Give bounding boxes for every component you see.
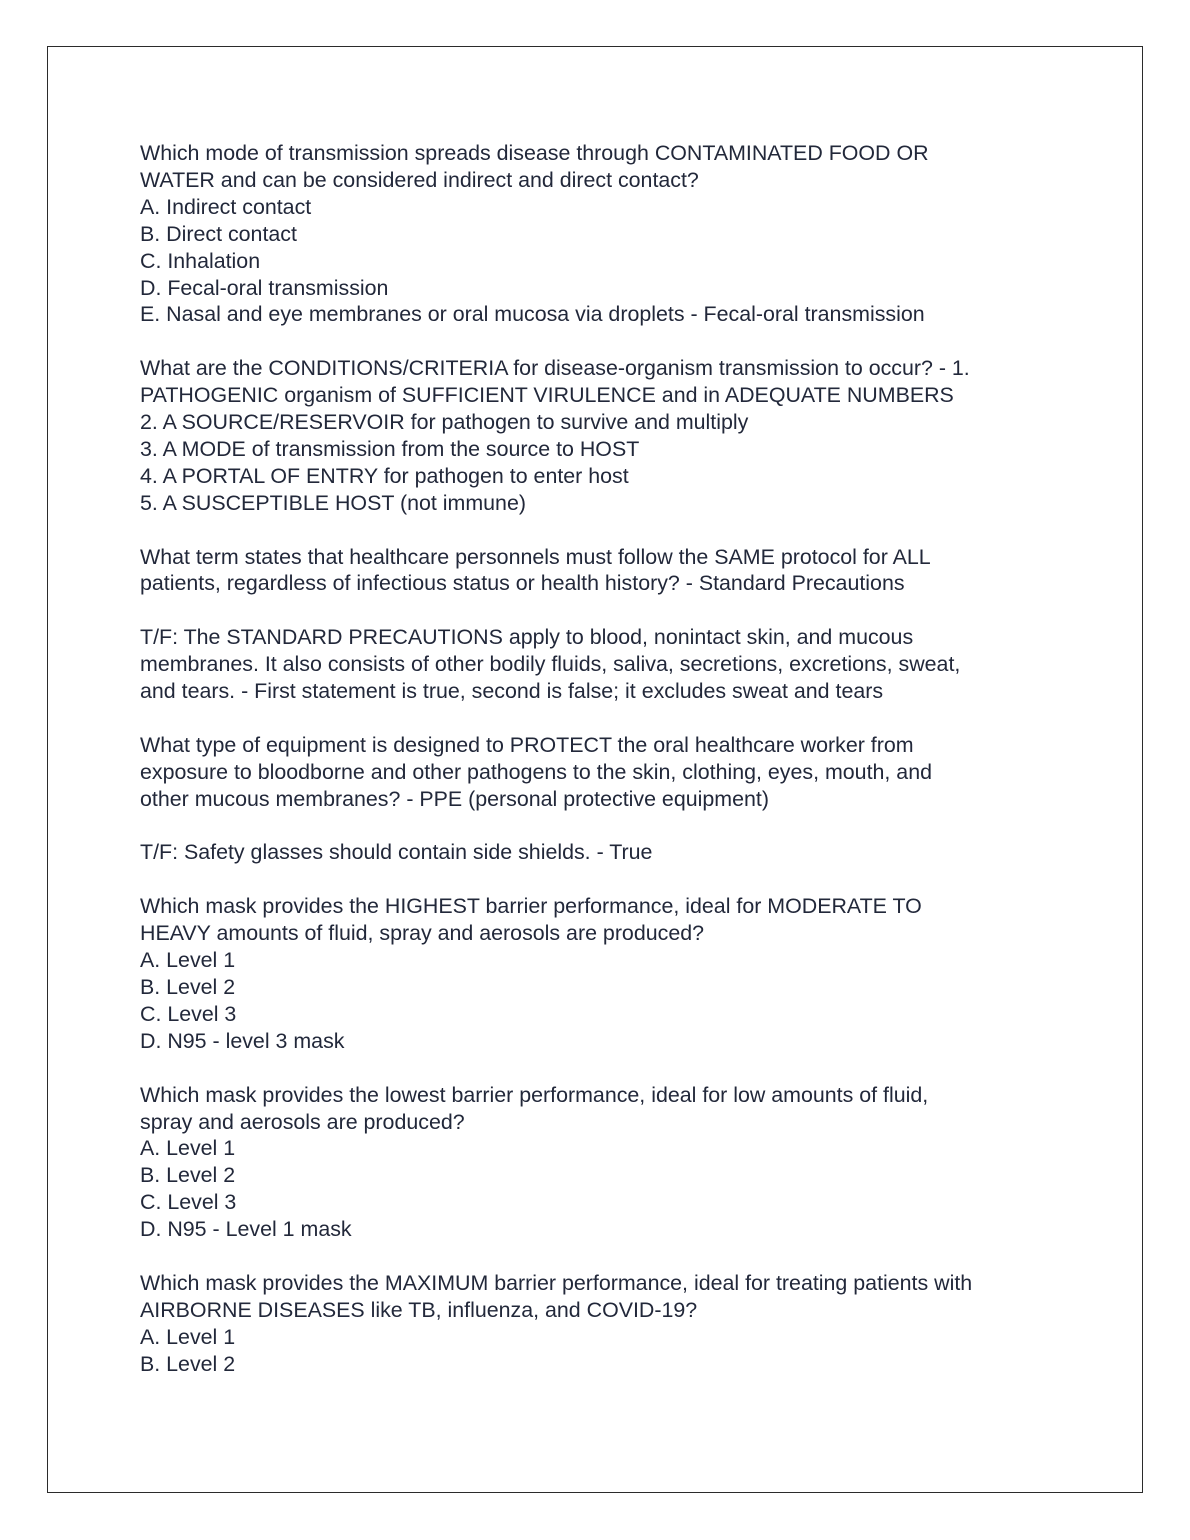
text-line: AIRBORNE DISEASES like TB, influenza, and COVID-19? (140, 1297, 698, 1322)
text-line: Which mask provides the HIGHEST barrier performance, ideal for MODERATE TO (140, 894, 922, 919)
text-line: T/F: Safety glasses should contain side shields. - True (140, 840, 653, 865)
text-line: other mucous membranes? - PPE (personal protective equipment) (140, 786, 769, 811)
text-line: and tears. - First statement is true, second is false; it excludes sweat and tears (140, 679, 884, 704)
qa-block-5 (140, 732, 1060, 813)
text-line: patients, regardless of infectious status or health history? - Standard Precautions (140, 571, 905, 596)
text-line: Which mask provides the MAXIMUM barrier performance, ideal for treating patients with (140, 1270, 973, 1295)
qa-block-2 (140, 355, 1060, 516)
answer-option: A. Level 1 (140, 1324, 236, 1349)
answer-option: A. Level 1 (140, 1136, 236, 1161)
qa-block-7 (140, 893, 1060, 1054)
text-line: spray and aerosols are produced? (140, 1109, 465, 1134)
qa-block-1 (140, 140, 1060, 328)
list-item: 5. A SUSCEPTIBLE HOST (not immune) (140, 490, 526, 515)
answer-option: D. Fecal-oral transmission (140, 275, 389, 300)
text-line: WATER and can be considered indirect and direct contact? (140, 167, 699, 192)
answer-option: B. Level 2 (140, 1163, 236, 1188)
list-item: 2. A SOURCE/RESERVOIR for pathogen to survive and multiply (140, 410, 749, 435)
answer-option: B. Direct contact (140, 221, 297, 246)
text-line: HEAVY amounts of fluid, spray and aerosols are produced? (140, 921, 705, 946)
answer-option: A. Indirect contact (140, 194, 312, 219)
answer-option: C. Inhalation (140, 248, 261, 273)
answer-option: B. Level 2 (140, 975, 236, 999)
text-line: Which mode of transmission spreads disease through CONTAMINATED FOOD OR (140, 141, 929, 165)
answer-option: A. Level 1 (140, 948, 236, 973)
text-line: What are the CONDITIONS/CRITERIA for disease-organism transmission to occur? - 1. (140, 356, 970, 381)
answer-option: C. Level 3 (140, 1190, 237, 1215)
answer-option: C. Level 3 (140, 1001, 237, 1026)
text-line: T/F: The STANDARD PRECAUTIONS apply to blood, nonintact skin, and mucous (140, 625, 914, 650)
document-body (140, 140, 1060, 1404)
text-line: What term states that healthcare personnels must follow the SAME protocol for ALL (140, 544, 931, 569)
text-line: PATHOGENIC organism of SUFFICIENT VIRULENCE and in ADEQUATE NUMBERS (140, 383, 954, 408)
answer-option: D. N95 - level 3 mask (140, 1028, 345, 1053)
text-line: What type of equipment is designed to PROTECT the oral healthcare worker from (140, 732, 914, 757)
text-line: exposure to bloodborne and other pathogens to the skin, clothing, eyes, mouth, and (140, 759, 932, 784)
qa-block-8 (140, 1082, 1060, 1243)
qa-block-6 (140, 839, 1060, 866)
list-item: 4. A PORTAL OF ENTRY for pathogen to enter host (140, 463, 629, 488)
text-line: Which mask provides the lowest barrier performance, ideal for low amounts of fluid, (140, 1082, 929, 1107)
answer-option: E. Nasal and eye membranes or oral mucosa via droplets - Fecal-oral transmission (140, 302, 925, 327)
qa-block-3 (140, 544, 1060, 598)
qa-block-9 (140, 1270, 1060, 1378)
answer-option: D. N95 - Level 1 mask (140, 1217, 352, 1242)
answer-option: B. Level 2 (140, 1351, 236, 1376)
list-item: 3. A MODE of transmission from the source to HOST (140, 436, 640, 461)
text-line: membranes. It also consists of other bodily fluids, saliva, secretions, excretions, sweat, (140, 652, 961, 677)
qa-block-4 (140, 624, 1060, 705)
